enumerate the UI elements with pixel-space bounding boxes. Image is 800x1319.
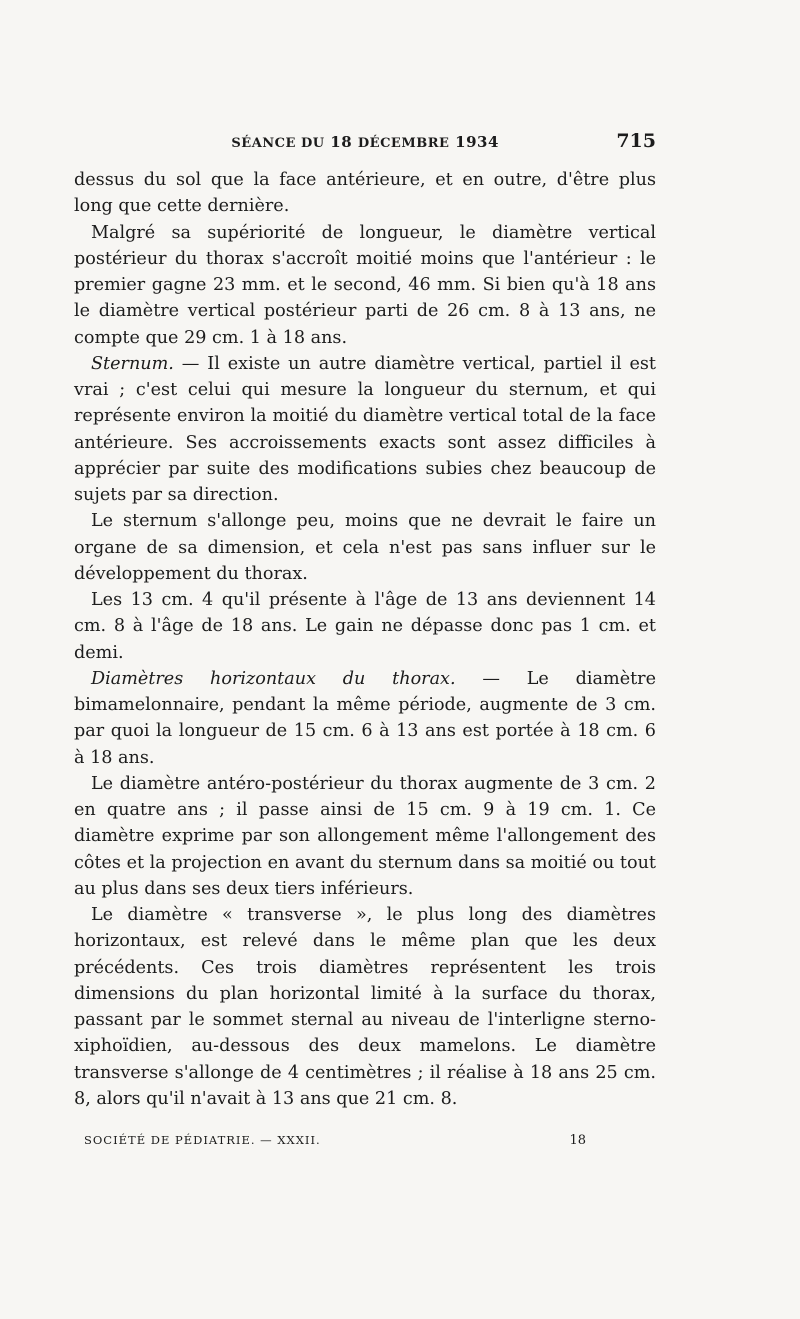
paragraph-2: Malgré sa supériorité de longueur, le diamètre vertical postérieur du thorax s'accroît moitié moins que l'antérieur : le premier gagne 23 mm. et le second, 46 mm. Si bien qu'à 18 ans le diamètre vertical postérieur parti de 26 cm. 8 à 13 ans, ne compte que 29 cm. 1 à 18 ans.: [74, 222, 656, 348]
paragraph-diametres-text: — Le diamètre bimamelonnaire, pendant la même période, augmente de 3 cm. par quoi la longueur de 15 cm. 6 à 13 ans est portée à 18 cm. 6 à 18 ans.: [74, 668, 656, 768]
paragraph-sternum-text: — Il existe un autre diamètre vertical, partiel il est vrai ; c'est celui qui mesure la longueur du sternum, et qui représente environ la moitié du diamètre vertical total de la face antérieure. Ses accroissements exacts sont assez difficiles à apprécier par suite des modifications subies chez beaucoup de sujets par sa direction.: [74, 353, 656, 505]
page-footer: [74, 1133, 656, 1148]
header-day: 18: [330, 133, 353, 151]
header-month: DÉCEMBRE: [357, 136, 450, 151]
signature-mark: 18: [569, 1133, 586, 1148]
page-number: 715: [616, 130, 656, 152]
header-seance: SÉANCE DU: [231, 136, 325, 151]
paragraph-5: Les 13 cm. 4 qu'il présente à l'âge de 13 ans deviennent 14 cm. 8 à l'âge de 18 ans. Le gain ne dépasse donc pas 1 cm. et demi.: [74, 590, 656, 663]
body-text: [74, 167, 656, 1112]
section-heading-sternum: Sternum.: [91, 353, 174, 374]
paragraph-8: Le diamètre « transverse », le plus long des diamètres horizontaux, est relevé dans le même plan que les deux précédents. Ces trois diamètres représentent les trois dimensions du plan horizontal limité à la surface du thorax, passant par le sommet sternal au niveau de l'interligne sterno-xiphoïdien, au-dessous des deux mamelons. Le diamètre transverse s'allonge de 4 centimètres ; il réalise à 18 ans 25 cm. 8, alors qu'il n'avait à 13 ans que 21 cm. 8.: [74, 905, 656, 1109]
running-title: [74, 133, 616, 151]
paragraph-1: dessus du sol que la face antérieure, et en outre, d'être plus long que cette dernière.: [74, 170, 656, 217]
journal-footer: SOCIÉTÉ DE PÉDIATRIE. — XXXII.: [84, 1133, 321, 1147]
paragraph-4: Le sternum s'allonge peu, moins que ne devrait le faire un organe de sa dimension, et cela n'est pas sans influer sur le développement du thorax.: [74, 511, 656, 584]
paragraph-sternum: [74, 351, 656, 509]
header-year: 1934: [455, 133, 499, 151]
section-heading-diametres: Diamètres horizontaux du thorax.: [91, 668, 456, 689]
running-header: [74, 130, 656, 152]
paragraph-diametres: [74, 666, 656, 771]
paragraph-7: Le diamètre antéro-postérieur du thorax augmente de 3 cm. 2 en quatre ans ; il passe ainsi de 15 cm. 9 à 19 cm. 1. Ce diamètre exprime par son allongement même l'allongement des côtes et la projection en avant du sternum dans sa moitié ou tout au plus dans ses deux tiers inférieurs.: [74, 773, 656, 899]
